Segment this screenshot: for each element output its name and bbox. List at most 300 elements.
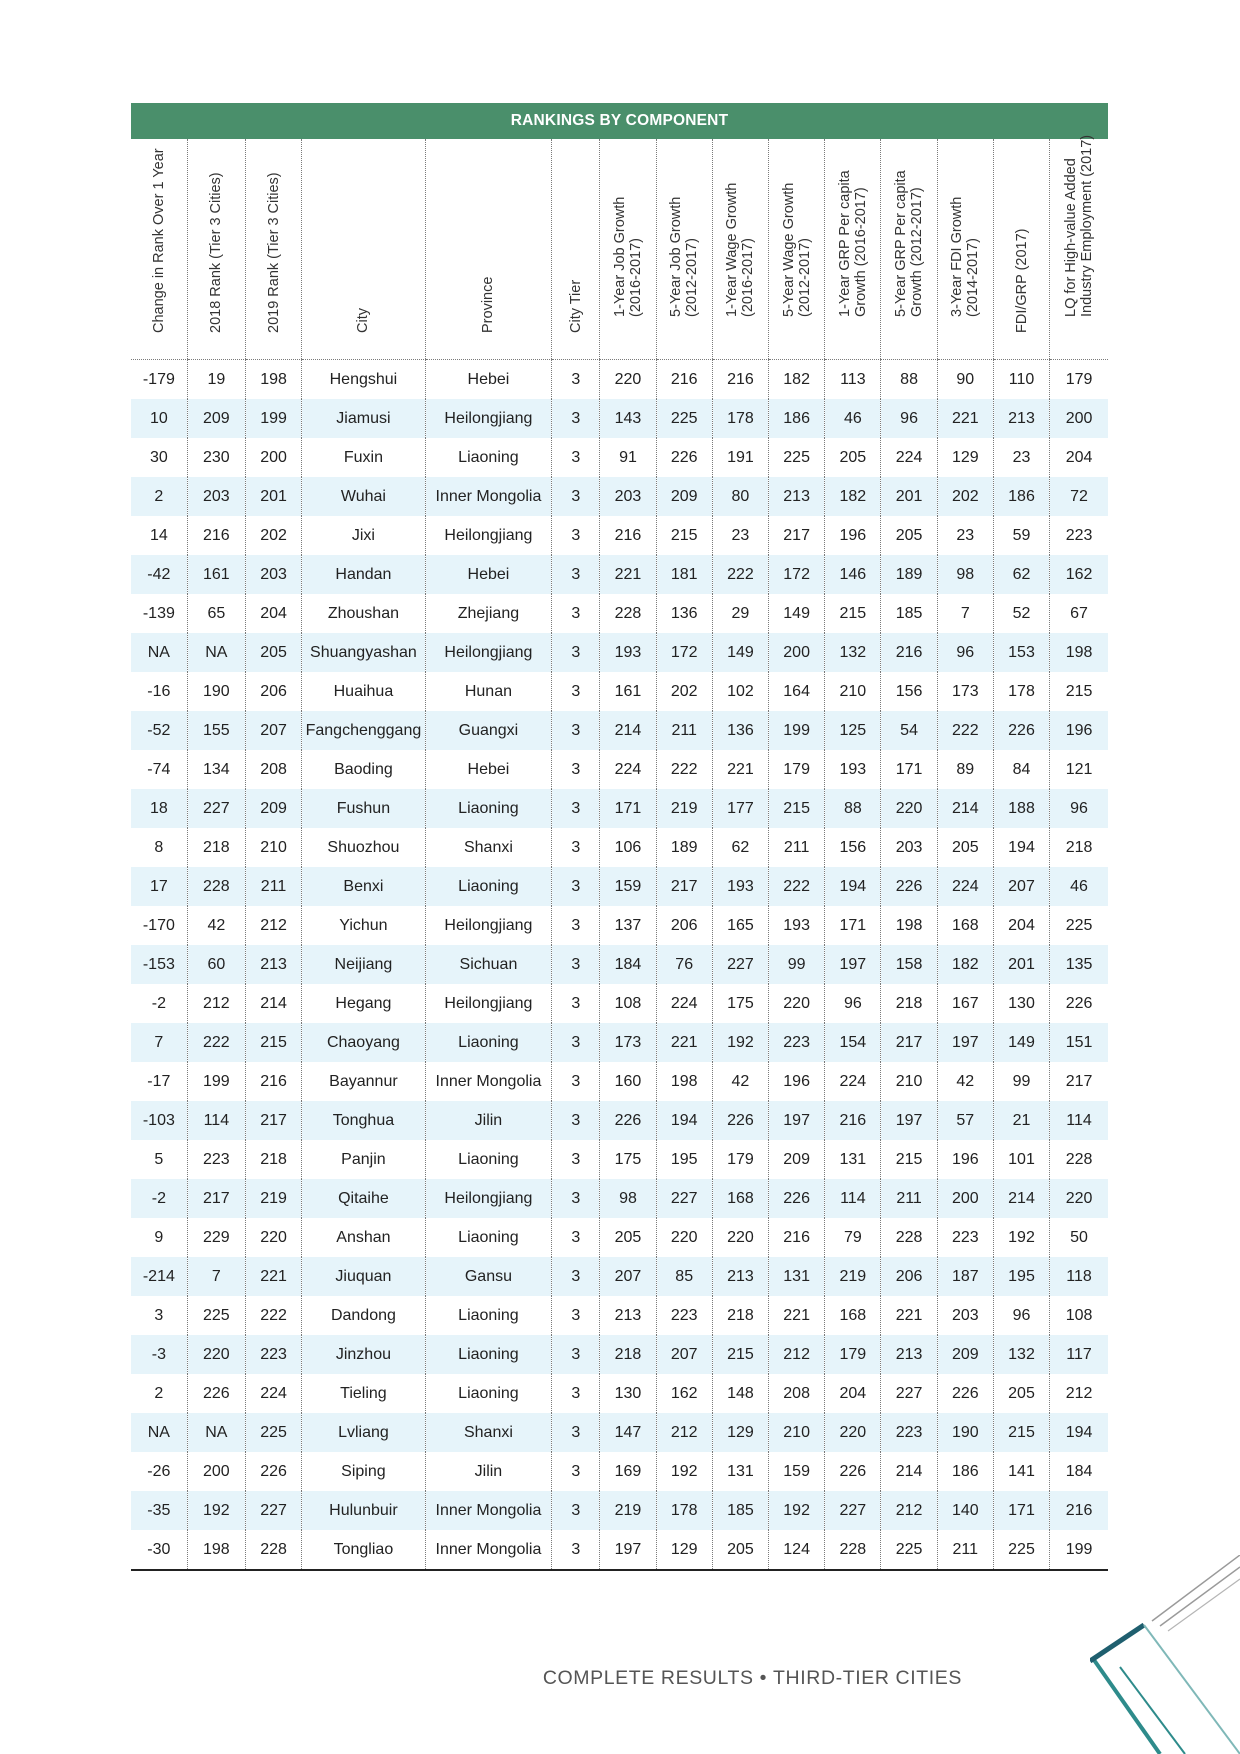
table-cell: 219 xyxy=(600,1491,656,1530)
table-cell: 3 xyxy=(552,1530,600,1570)
table-cell: 202 xyxy=(937,477,993,516)
column-header-line: (2014-2017) xyxy=(965,238,982,317)
column-header xyxy=(302,139,426,360)
table-cell: 102 xyxy=(712,672,768,711)
table-cell: Neijiang xyxy=(302,945,426,984)
table-cell: 194 xyxy=(993,828,1049,867)
table-cell: -153 xyxy=(131,945,187,984)
table-cell: 14 xyxy=(149,526,168,544)
table-cell: 213 xyxy=(245,945,301,984)
table-cell: 205 xyxy=(993,1374,1049,1413)
table-cell: 226 xyxy=(1050,984,1108,1023)
table-cell: NA xyxy=(187,1413,245,1452)
table-cell: 60 xyxy=(187,945,245,984)
table-cell: 137 xyxy=(600,906,656,945)
table-cell: 3 xyxy=(552,516,600,555)
table-cell: 135 xyxy=(1050,945,1108,984)
table-cell: 108 xyxy=(1050,1296,1108,1335)
table-cell: 221 xyxy=(769,1296,825,1335)
table-row xyxy=(131,672,1108,711)
table-cell: 224 xyxy=(600,750,656,789)
table-cell: 220 xyxy=(881,789,937,828)
table-cell: 7 xyxy=(131,1023,187,1062)
table-cell: Tieling xyxy=(302,1374,426,1413)
table-cell: 165 xyxy=(712,906,768,945)
table-cell: Benxi xyxy=(302,867,426,906)
table-cell: Zhejiang xyxy=(425,594,552,633)
table-cell: Fushun xyxy=(302,789,426,828)
table-cell: 147 xyxy=(600,1413,656,1452)
column-header-line: 2019 Rank (Tier 3 Cities) xyxy=(265,172,282,333)
table-cell: 203 xyxy=(245,555,301,594)
table-cell: 214 xyxy=(937,789,993,828)
table-cell: Huaihua xyxy=(302,672,426,711)
table-cell: 197 xyxy=(600,1530,656,1570)
table-cell: 101 xyxy=(993,1140,1049,1179)
table-cell: 203 xyxy=(937,1296,993,1335)
table-cell: Heilongjiang xyxy=(425,516,552,555)
table-cell: 223 xyxy=(656,1296,712,1335)
table-cell: 143 xyxy=(600,399,656,438)
table-cell: 224 xyxy=(245,1374,301,1413)
table-cell: 168 xyxy=(712,1179,768,1218)
table-cell: 217 xyxy=(769,516,825,555)
table-cell: 220 xyxy=(656,1218,712,1257)
table-cell: 208 xyxy=(769,1374,825,1413)
table-cell: 189 xyxy=(881,555,937,594)
column-header-label xyxy=(781,183,813,317)
table-cell: Jinzhou xyxy=(302,1335,426,1374)
table-row xyxy=(131,1140,1108,1179)
table-cell: 23 xyxy=(937,516,993,555)
column-header xyxy=(425,139,552,360)
table-cell: Jilin xyxy=(425,1101,552,1140)
table-cell: 214 xyxy=(245,984,301,1023)
table-cell: 98 xyxy=(600,1179,656,1218)
table-cell: 227 xyxy=(656,1179,712,1218)
table-cell: 131 xyxy=(769,1257,825,1296)
table-cell: 228 xyxy=(245,1530,301,1570)
table-cell: 46 xyxy=(825,399,881,438)
table-cell: 3 xyxy=(552,789,600,828)
table-cell: 114 xyxy=(187,1101,245,1140)
table-row xyxy=(131,555,1108,594)
table-cell: 191 xyxy=(712,438,768,477)
table-cell: 160 xyxy=(600,1062,656,1101)
column-header xyxy=(993,139,1049,360)
table-cell: 196 xyxy=(1050,711,1108,750)
table-cell: Liaoning xyxy=(425,789,552,828)
table-cell: 149 xyxy=(993,1023,1049,1062)
column-header-line: Change in Rank Over 1 Year xyxy=(150,148,167,333)
table-cell: 192 xyxy=(656,1452,712,1491)
table-cell: 155 xyxy=(187,711,245,750)
table-cell: 192 xyxy=(769,1491,825,1530)
table-row xyxy=(131,945,1108,984)
column-header-line: 3-Year FDI Growth xyxy=(949,196,966,317)
table-cell: Baoding xyxy=(302,750,426,789)
table-cell: 223 xyxy=(187,1140,245,1179)
table-cell: Jilin xyxy=(425,1452,552,1491)
table-cell: 3 xyxy=(552,633,600,672)
table-cell: Yichun xyxy=(302,906,426,945)
table-cell: NA xyxy=(131,633,187,672)
table-cell: Inner Mongolia xyxy=(425,1062,552,1101)
table-cell: 124 xyxy=(769,1530,825,1570)
table-row xyxy=(131,399,1108,438)
table-cell: Hengshui xyxy=(302,360,426,400)
table-cell: 91 xyxy=(600,438,656,477)
table-cell: 211 xyxy=(881,1179,937,1218)
table-cell: 130 xyxy=(993,984,1049,1023)
table-cell: 217 xyxy=(1050,1062,1108,1101)
table-cell: 212 xyxy=(656,1413,712,1452)
column-header-label xyxy=(668,197,700,317)
table-cell: 225 xyxy=(245,1413,301,1452)
table-cell: 226 xyxy=(769,1179,825,1218)
column-header-line: 1-Year GRP Per capita xyxy=(836,170,853,317)
table-cell: 3 xyxy=(552,1179,600,1218)
table-cell: 96 xyxy=(937,633,993,672)
table-cell: 193 xyxy=(600,633,656,672)
table-cell: 226 xyxy=(600,1101,656,1140)
table-row xyxy=(131,828,1108,867)
table-cell: 222 xyxy=(937,711,993,750)
table-cell: 29 xyxy=(712,594,768,633)
table-cell: 198 xyxy=(656,1062,712,1101)
table-cell: 3 xyxy=(552,945,600,984)
column-header-line: LQ for High-value Added xyxy=(1063,158,1080,317)
table-cell: 197 xyxy=(937,1023,993,1062)
table-cell: 226 xyxy=(187,1374,245,1413)
table-cell: 153 xyxy=(993,633,1049,672)
table-cell: Qitaihe xyxy=(302,1179,426,1218)
table-cell: 208 xyxy=(245,750,301,789)
table-cell: 162 xyxy=(1050,555,1108,594)
table-cell: 217 xyxy=(881,1023,937,1062)
table-cell: 132 xyxy=(993,1335,1049,1374)
table-cell: 215 xyxy=(245,1023,301,1062)
table-cell: Lvliang xyxy=(302,1413,426,1452)
table-cell: 221 xyxy=(600,555,656,594)
table-cell: 203 xyxy=(187,477,245,516)
table-cell: 10 xyxy=(131,399,187,438)
table-cell: 212 xyxy=(1050,1374,1108,1413)
table-cell: 215 xyxy=(825,594,881,633)
column-header-label xyxy=(208,172,224,333)
column-header xyxy=(187,139,245,360)
table-cell: 161 xyxy=(600,672,656,711)
table-cell: 2 xyxy=(131,477,187,516)
table-cell: 7 xyxy=(187,1257,245,1296)
table-cell: 199 xyxy=(187,1062,245,1101)
table-cell: 210 xyxy=(769,1413,825,1452)
table-cell: -16 xyxy=(147,682,171,700)
column-header xyxy=(937,139,993,360)
table-cell: 203 xyxy=(881,828,937,867)
table-cell: 23 xyxy=(712,516,768,555)
table-cell: 3 xyxy=(552,1413,600,1452)
table-cell: 193 xyxy=(712,867,768,906)
table-cell: 195 xyxy=(993,1257,1049,1296)
table-cell: 192 xyxy=(993,1218,1049,1257)
table-cell: 197 xyxy=(769,1101,825,1140)
column-header-line: 5-Year GRP Per capita xyxy=(893,170,910,317)
table-cell: Guangxi xyxy=(425,711,552,750)
table-cell: 230 xyxy=(187,438,245,477)
table-cell: 89 xyxy=(937,750,993,789)
table-cell: 3 xyxy=(552,555,600,594)
table-cell: 225 xyxy=(881,1530,937,1570)
table-row xyxy=(131,1062,1108,1101)
table-cell: 216 xyxy=(769,1218,825,1257)
table-cell: 222 xyxy=(712,555,768,594)
table-cell: 209 xyxy=(937,1335,993,1374)
table-cell: Inner Mongolia xyxy=(425,477,552,516)
table-cell: 193 xyxy=(769,906,825,945)
table-cell: 221 xyxy=(937,399,993,438)
table-cell: Tongliao xyxy=(302,1530,426,1570)
footer-separator: • xyxy=(759,1667,768,1689)
table-cell: 197 xyxy=(881,1101,937,1140)
table-cell: 159 xyxy=(769,1452,825,1491)
table-cell: 79 xyxy=(825,1218,881,1257)
table-cell: 149 xyxy=(712,633,768,672)
table-cell: 204 xyxy=(993,906,1049,945)
table-cell: Liaoning xyxy=(425,1023,552,1062)
table-cell: 222 xyxy=(245,1296,301,1335)
column-header-line: Growth (2012-2017) xyxy=(909,187,926,317)
table-cell: 194 xyxy=(1050,1413,1108,1452)
table-cell: 214 xyxy=(881,1452,937,1491)
table-cell: 200 xyxy=(937,1179,993,1218)
table-cell: 196 xyxy=(937,1140,993,1179)
table-cell: -52 xyxy=(131,711,187,750)
table-cell: 209 xyxy=(245,789,301,828)
table-cell: Zhoushan xyxy=(302,594,426,633)
column-header xyxy=(712,139,768,360)
column-header-line: Growth (2016-2017) xyxy=(852,187,869,317)
table-cell: 54 xyxy=(881,711,937,750)
table-cell: 3 xyxy=(552,1491,600,1530)
table-cell: Bayannur xyxy=(302,1062,426,1101)
table-row xyxy=(131,1296,1108,1335)
table-cell: -179 xyxy=(142,370,175,388)
table-cell: 179 xyxy=(825,1335,881,1374)
table-cell: 3 xyxy=(552,1101,600,1140)
rankings-table xyxy=(131,134,1108,1571)
table-cell: 224 xyxy=(656,984,712,1023)
table-cell: 210 xyxy=(245,828,301,867)
table-cell: 125 xyxy=(825,711,881,750)
table-cell: Shuozhou xyxy=(302,828,426,867)
table-cell: 72 xyxy=(1050,477,1108,516)
table-cell: Fuxin xyxy=(302,438,426,477)
table-row xyxy=(131,750,1108,789)
table-cell: NA xyxy=(131,1413,187,1452)
table-cell: -17 xyxy=(147,1072,171,1090)
table-cell: -42 xyxy=(131,555,187,594)
table-cell: 168 xyxy=(937,906,993,945)
table-row xyxy=(131,789,1108,828)
column-header-line: (2016-2017) xyxy=(740,238,757,317)
table-cell: 227 xyxy=(187,789,245,828)
table-cell: 213 xyxy=(769,477,825,516)
table-cell: 200 xyxy=(187,1452,245,1491)
table-cell: 184 xyxy=(600,945,656,984)
table-cell: 3 xyxy=(552,711,600,750)
table-cell: 220 xyxy=(187,1335,245,1374)
table-cell: 216 xyxy=(187,516,245,555)
table-cell: 156 xyxy=(825,828,881,867)
table-cell: 212 xyxy=(245,906,301,945)
table-cell: 213 xyxy=(712,1257,768,1296)
table-cell: 222 xyxy=(769,867,825,906)
table-cell: 146 xyxy=(825,555,881,594)
column-header-label xyxy=(949,197,981,317)
table-cell: 221 xyxy=(881,1296,937,1335)
table-cell: 223 xyxy=(769,1023,825,1062)
table-cell: 218 xyxy=(712,1296,768,1335)
table-cell: 179 xyxy=(1050,360,1108,400)
table-cell: 156 xyxy=(881,672,937,711)
table-cell: 212 xyxy=(881,1491,937,1530)
table-cell: 228 xyxy=(600,594,656,633)
table-cell: 225 xyxy=(187,1296,245,1335)
table-cell: 199 xyxy=(769,711,825,750)
table-cell: 67 xyxy=(1050,594,1108,633)
table-cell: 211 xyxy=(769,828,825,867)
table-cell: 57 xyxy=(937,1101,993,1140)
table-cell: 192 xyxy=(712,1023,768,1062)
table-cell: 203 xyxy=(600,477,656,516)
table-cell: 96 xyxy=(1050,789,1108,828)
table-row xyxy=(131,1491,1108,1530)
column-header-label xyxy=(1063,135,1095,317)
table-cell: 225 xyxy=(656,399,712,438)
table-cell: 136 xyxy=(712,711,768,750)
table-cell: 50 xyxy=(1050,1218,1108,1257)
column-header-line: 5-Year Job Growth xyxy=(668,196,685,317)
table-cell: 198 xyxy=(187,1530,245,1570)
column-header-line: Industry Employment (2017) xyxy=(1079,134,1096,317)
table-cell: 196 xyxy=(769,1062,825,1101)
table-cell: 222 xyxy=(187,1023,245,1062)
table-cell: 177 xyxy=(712,789,768,828)
table-cell: 140 xyxy=(937,1491,993,1530)
table-cell: 202 xyxy=(656,672,712,711)
table-cell: 181 xyxy=(656,555,712,594)
column-header-label xyxy=(1014,229,1030,334)
table-cell: 154 xyxy=(825,1023,881,1062)
table-cell: 206 xyxy=(245,672,301,711)
table-cell: 98 xyxy=(937,555,993,594)
table-cell: 213 xyxy=(993,399,1049,438)
table-cell: 224 xyxy=(825,1062,881,1101)
table-cell: 42 xyxy=(187,906,245,945)
table-cell: 99 xyxy=(993,1062,1049,1101)
table-cell: 220 xyxy=(769,984,825,1023)
table-cell: 211 xyxy=(937,1530,993,1570)
table-cell: Heilongjiang xyxy=(425,633,552,672)
column-header-label xyxy=(837,170,869,317)
table-body xyxy=(131,360,1108,1571)
table-cell: 5 xyxy=(154,1150,164,1168)
column-header-line: 2018 Rank (Tier 3 Cities) xyxy=(208,172,225,333)
table-cell: Chaoyang xyxy=(302,1023,426,1062)
table-cell: 205 xyxy=(825,438,881,477)
table-cell: 226 xyxy=(656,438,712,477)
table-cell: -2 xyxy=(131,1179,187,1218)
table-cell: 223 xyxy=(245,1335,301,1374)
table-cell: 227 xyxy=(712,945,768,984)
table-cell: 189 xyxy=(656,828,712,867)
column-header xyxy=(600,139,656,360)
table-cell: 205 xyxy=(600,1218,656,1257)
table-cell: 185 xyxy=(712,1491,768,1530)
table-cell: 141 xyxy=(993,1452,1049,1491)
table-cell: 129 xyxy=(937,438,993,477)
table-cell: 3 xyxy=(552,906,600,945)
table-cell: 164 xyxy=(769,672,825,711)
table-cell: 220 xyxy=(825,1413,881,1452)
table-cell: 3 xyxy=(552,867,600,906)
table-cell: Liaoning xyxy=(425,1296,552,1335)
table-cell: 108 xyxy=(600,984,656,1023)
table-cell: Hegang xyxy=(302,984,426,1023)
column-header-line: (2012-2017) xyxy=(684,238,701,317)
table-cell: 198 xyxy=(881,906,937,945)
table-cell: 220 xyxy=(1050,1179,1108,1218)
table-cell: 3 xyxy=(552,1374,600,1413)
table-cell: Tonghua xyxy=(302,1101,426,1140)
table-row xyxy=(131,516,1108,555)
table-cell: Handan xyxy=(302,555,426,594)
table-cell: 213 xyxy=(881,1335,937,1374)
table-cell: 3 xyxy=(552,828,600,867)
column-header xyxy=(825,139,881,360)
table-cell: 96 xyxy=(825,984,881,1023)
table-cell: 200 xyxy=(769,633,825,672)
table-cell: 195 xyxy=(656,1140,712,1179)
table-cell: 220 xyxy=(245,1218,301,1257)
table-cell: -214 xyxy=(131,1257,187,1296)
table-cell: 187 xyxy=(937,1257,993,1296)
table-cell: 131 xyxy=(825,1140,881,1179)
table-cell: 173 xyxy=(600,1023,656,1062)
table-cell: 201 xyxy=(881,477,937,516)
table-cell: 148 xyxy=(712,1374,768,1413)
table-cell: 178 xyxy=(993,672,1049,711)
table-cell: 215 xyxy=(769,789,825,828)
table-cell: 200 xyxy=(245,438,301,477)
table-cell: Liaoning xyxy=(425,1218,552,1257)
column-header-line: 5-Year Wage Growth xyxy=(780,182,797,317)
table-cell: 96 xyxy=(993,1296,1049,1335)
table-cell: 201 xyxy=(993,945,1049,984)
table-cell: 168 xyxy=(825,1296,881,1335)
table-cell: 85 xyxy=(656,1257,712,1296)
table-cell: 8 xyxy=(154,838,164,856)
page-footer xyxy=(543,1667,962,1690)
table-cell: 200 xyxy=(1050,399,1108,438)
table-cell: Shanxi xyxy=(425,1413,552,1452)
table-cell: 182 xyxy=(769,360,825,400)
table-row xyxy=(131,984,1108,1023)
table-cell: 210 xyxy=(825,672,881,711)
table-cell: 186 xyxy=(993,477,1049,516)
table-cell: 3 xyxy=(552,1335,600,1374)
